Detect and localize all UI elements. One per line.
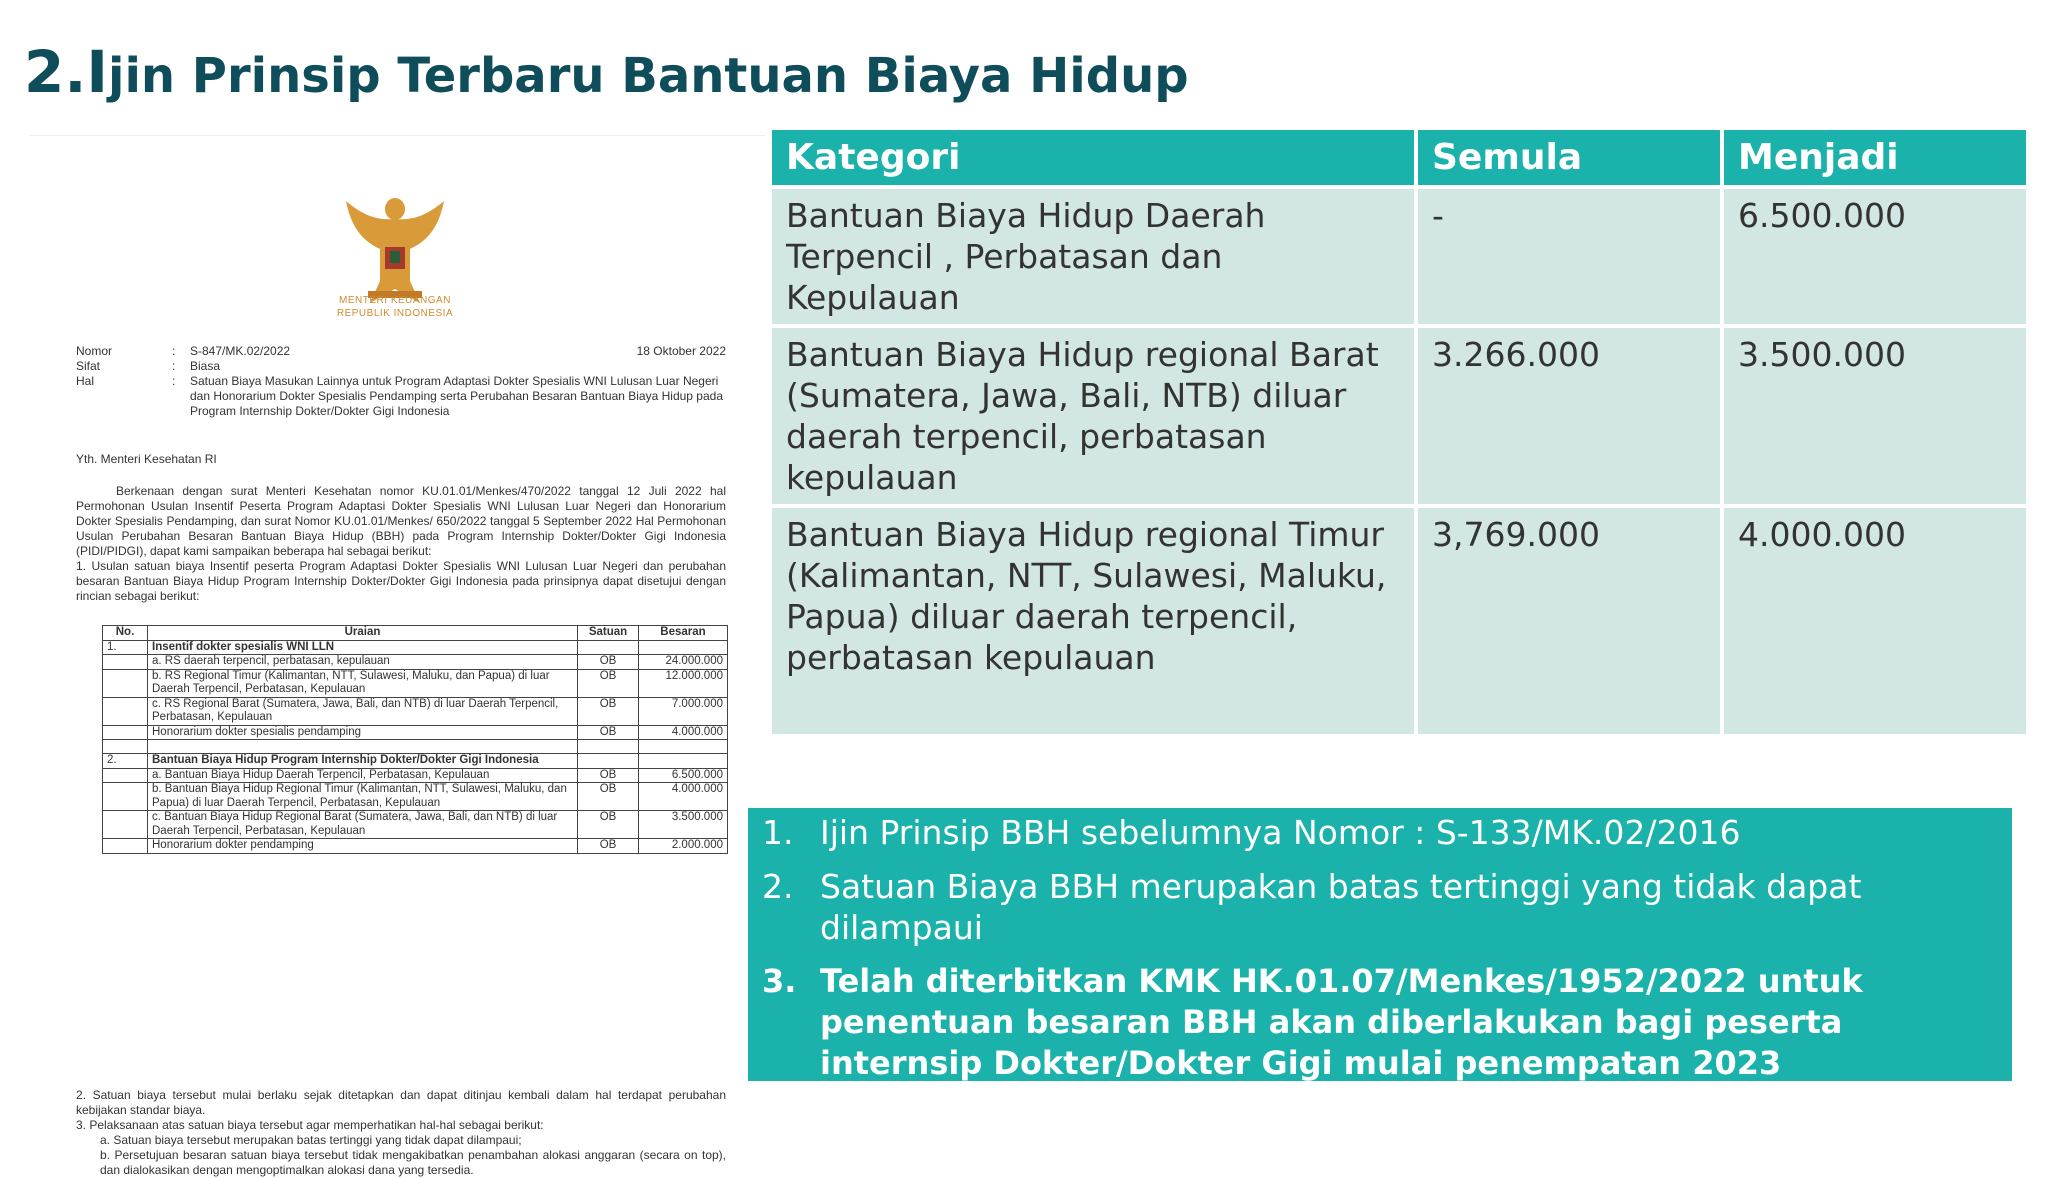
letter-table: No. Uraian Satuan Besaran 1. Insentif dokter spesialis WNI LLN a. RS daerah terpencil, perbatasan, kepulauan OB 24.000.000 b. RS Regional Timur (Kalimantan, NTT, Sulawesi, Maluku, dan Papua) di luar Daerah Terpencil, Perbatasan, Kepulauan OB 12.000.000 c. RS Regional Barat (Sumatera, Jawa, Bali, dan NTB) di luar Daerah Terpencil, Perbatasan, Kepulauan OB 7.000.000 Honorarium dokter spesialis pendamping OB 4.000.000 2. Bantuan Biaya Hidup Program Internship Dokter/Dokter Gigi Indonesia a. Bantuan Biaya Hidup Daerah Terpencil, Perbatasan, Kepulauan OB 6.500.000 b. Bantuan Biaya Hidup Regional Timur (Kalimantan, NTT, Sulawesi, Maluku, dan Papua) di luar Daerah Terpencil, Perbatasan, Kepulauan OB 4.000.000 c. Bantuan Biaya Hidup Regional Barat (Sumatera, Jawa, Bali, dan NTB) di luar Daerah Terpencil, Perbatasan, Kepulauan OB 3.500.000 Honorarium dokter pendamping OB 2.000.000 <box>102 625 728 854</box>
letter-table-row: Honorarium dokter pendamping OB 2.000.000 <box>103 839 728 854</box>
cell-menjadi: 4.000.000 <box>1724 508 2026 734</box>
letter-table-row: 1. Insentif dokter spesialis WNI LLN <box>103 640 728 655</box>
cell-semula: - <box>1418 189 1720 324</box>
table-row <box>772 189 2026 324</box>
letter-table-row: a. Bantuan Biaya Hidup Daerah Terpencil, Perbatasan, Kepulauan OB 6.500.000 <box>103 768 728 783</box>
letter-table-row: c. Bantuan Biaya Hidup Regional Barat (Sumatera, Jawa, Bali, dan NTB) di luar Daerah Terpencil, Perbatasan, Kepulauan OB 3.500.000 <box>103 811 728 839</box>
letter-table-row: Honorarium dokter spesialis pendamping OB 4.000.000 <box>103 725 728 740</box>
bbh-comparison-table <box>768 126 2030 738</box>
note-item: 1. Ijin Prinsip BBH sebelumnya Nomor : S-133/MK.02/2016 <box>762 813 1741 852</box>
cell-kategori: Bantuan Biaya Hidup regional Timur (Kalimantan, NTT, Sulawesi, Maluku, Papua) diluar daerah terpencil, perbatasan kepulauan <box>772 508 1414 734</box>
note-item: 3. Telah diterbitkan KMK HK.01.07/Menkes/1952/2022 untuk penentuan besaran BBH akan diberlakukan bagi peserta internsip Dokter/Dokter Gigi mulai penempatan 2023 <box>762 962 1863 1082</box>
letter-table-row: 2. Bantuan Biaya Hidup Program Internship Dokter/Dokter Gigi Indonesia <box>103 754 728 769</box>
header-kategori: Kategori <box>772 130 1414 185</box>
cell-semula: 3.266.000 <box>1418 328 1720 504</box>
letter-date: 18 Oktober 2022 <box>636 344 726 358</box>
letter-meta: Nomor : S-847/MK.02/2022 Sifat : Biasa Hal : Satuan Biaya Masukan Lainnya untuk Program Adaptasi Dokter Spesialis WNI Lulusan Luar Negeri dan Honorarium Dokter Spesialis Pendamping serta Perubahan Besaran Bantuan Biaya Hidup pada Program Internship Dokter/Dokter Gigi Indonesia 18 Oktober 2022 <box>76 344 726 418</box>
cell-kategori: Bantuan Biaya Hidup Daerah Terpencil , Perbatasan dan Kepulauan <box>772 189 1414 324</box>
garuda-emblem-icon <box>340 191 450 311</box>
notes-box <box>748 808 2012 1081</box>
header-menjadi: Menjadi <box>1724 130 2026 185</box>
cell-kategori: Bantuan Biaya Hidup regional Barat (Sumatera, Jawa, Bali, NTB) diluar daerah terpencil, perbatasan kepulauan <box>772 328 1414 504</box>
ministry-heading: MENTERI KEUANGAN REPUBLIK INDONESIA <box>336 295 454 319</box>
table-row <box>772 508 2026 734</box>
letter-table-row: c. RS Regional Barat (Sumatera, Jawa, Bali, dan NTB) di luar Daerah Terpencil, Perbatasan, Kepulauan OB 7.000.000 <box>103 697 728 725</box>
slide-title: 2.Ijin Prinsip Terbaru Bantuan Biaya Hidup <box>24 38 1189 106</box>
cell-menjadi: 3.500.000 <box>1724 328 2026 504</box>
letter-table-row: b. Bantuan Biaya Hidup Regional Timur (Kalimantan, NTT, Sulawesi, Maluku, dan Papua) di luar Daerah Terpencil, Perbatasan, Kepulauan OB 4.000.000 <box>103 783 728 811</box>
letter-addressee: Yth. Menteri Kesehatan RI <box>76 452 217 466</box>
header-semula: Semula <box>1418 130 1720 185</box>
table-row <box>772 328 2026 504</box>
letter-paragraph: Berkenaan dengan surat Menteri Kesehatan nomor KU.01.01/Menkes/470/2022 tanggal 12 Juli 2022 hal Permohonan Usulan Insentif Peserta Program Adaptasi Dokter Spesialis WNI Lulusan Luar Negeri dan Honorarium Dokter Spesialis Pendamping, dan surat Nomor KU.01.01/Menkes/ 650/2022 tanggal 5 September 2022 Hal Permohonan Usulan Perubahan Besaran Bantuan Biaya Hidup (BBH) pada Program Internship Dokter/Dokter Gigi Indonesia (PIDI/PIDGI), dapat kami sampaikan beberapa hal sebagai berikut: 1. Usulan satuan biaya Insentif peserta Program Adaptasi Dokter Spesialis WNI Lulusan Luar Negeri dan perubahan besaran Bantuan Biaya Hidup Program Internship Dokter/Dokter Gigi Indonesia pada prinsipnya dapat disetujui dengan rincian sebagai berikut: <box>76 484 726 603</box>
letter-table-row: b. RS Regional Timur (Kalimantan, NTT, Sulawesi, Maluku, dan Papua) di luar Daerah Terpencil, Perbatasan, Kepulauan OB 12.000.000 <box>103 669 728 697</box>
letter-table-row: a. RS daerah terpencil, perbatasan, kepulauan OB 24.000.000 <box>103 655 728 670</box>
cell-semula: 3,769.000 <box>1418 508 1720 734</box>
letter-image <box>30 135 765 1177</box>
cell-menjadi: 6.500.000 <box>1724 189 2026 324</box>
note-item: 2. Satuan Biaya BBH merupakan batas tertinggi yang tidak dapat dilampaui <box>762 867 1862 947</box>
letter-notes: 2. Satuan biaya tersebut mulai berlaku sejak ditetapkan dan dapat ditinjau kembali dalam hal terdapat perubahan kebijakan standar biaya. 3. Pelaksanaan atas satuan biaya tersebut agar memperhatikan hal-hal sebagai berikut: a. Satuan biaya tersebut merupakan batas tertinggi yang tidak dapat dilampaui; b. Persetujuan besaran satuan biaya tersebut tidak mengakibatkan penambahan alokasi anggaran (secara on top), dan dialokasikan dengan mengoptimalkan alokasi dana yang tersedia. <box>76 1088 726 1177</box>
letter-table-row <box>103 740 728 754</box>
